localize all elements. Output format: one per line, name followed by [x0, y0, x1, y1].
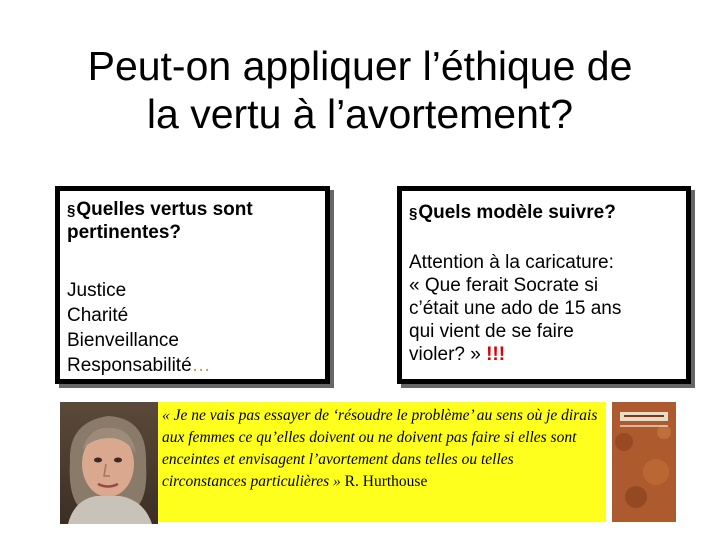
caricature-warning: [409, 251, 680, 366]
virtue-item: Bienveillance: [67, 330, 179, 351]
quote-box: [158, 402, 606, 522]
ellipsis: …: [191, 355, 211, 376]
models-box: [397, 186, 691, 384]
portrait-photo: [60, 402, 158, 524]
warning-line: « Que ferait Socrate si: [409, 275, 599, 296]
bullet-icon: §: [409, 205, 418, 222]
warning-line: violer? » !!!: [409, 344, 506, 365]
virtues-list: [67, 278, 319, 378]
warning-line: Attention à la caricature:: [409, 252, 614, 273]
virtue-item: Charité: [67, 305, 129, 326]
bullet-icon: §: [67, 202, 76, 219]
book-cover: [612, 402, 676, 522]
warning-line: c’était une ado de 15 ans: [409, 298, 622, 319]
quote-author: R. Hurthouse: [340, 473, 428, 490]
virtues-box: [55, 186, 330, 384]
virtue-item: Responsabilité…: [67, 355, 211, 376]
quote-text: « Je ne vais pas essayer de ‘résoudre le problème’ au sens où je dirais aux femmes ce qu’elles doivent ou ne doivent pas faire si elles sont enceintes et envisagent l’avortement dans telles ou telles circonstances particulières »: [162, 407, 598, 490]
exclamation-marks: !!!: [486, 344, 506, 365]
title-line-2: la vertu à l’avortement?: [146, 91, 574, 137]
virtue-item: Justice: [67, 280, 127, 301]
warning-line: qui vient de se faire: [409, 321, 574, 342]
virtues-heading: §Quelles vertus sont pertinentes?: [67, 199, 253, 243]
slide-title: [20, 42, 700, 138]
models-heading: §Quels modèle suivre?: [409, 202, 616, 223]
title-line-1: Peut-on appliquer l’éthique de: [87, 43, 633, 89]
